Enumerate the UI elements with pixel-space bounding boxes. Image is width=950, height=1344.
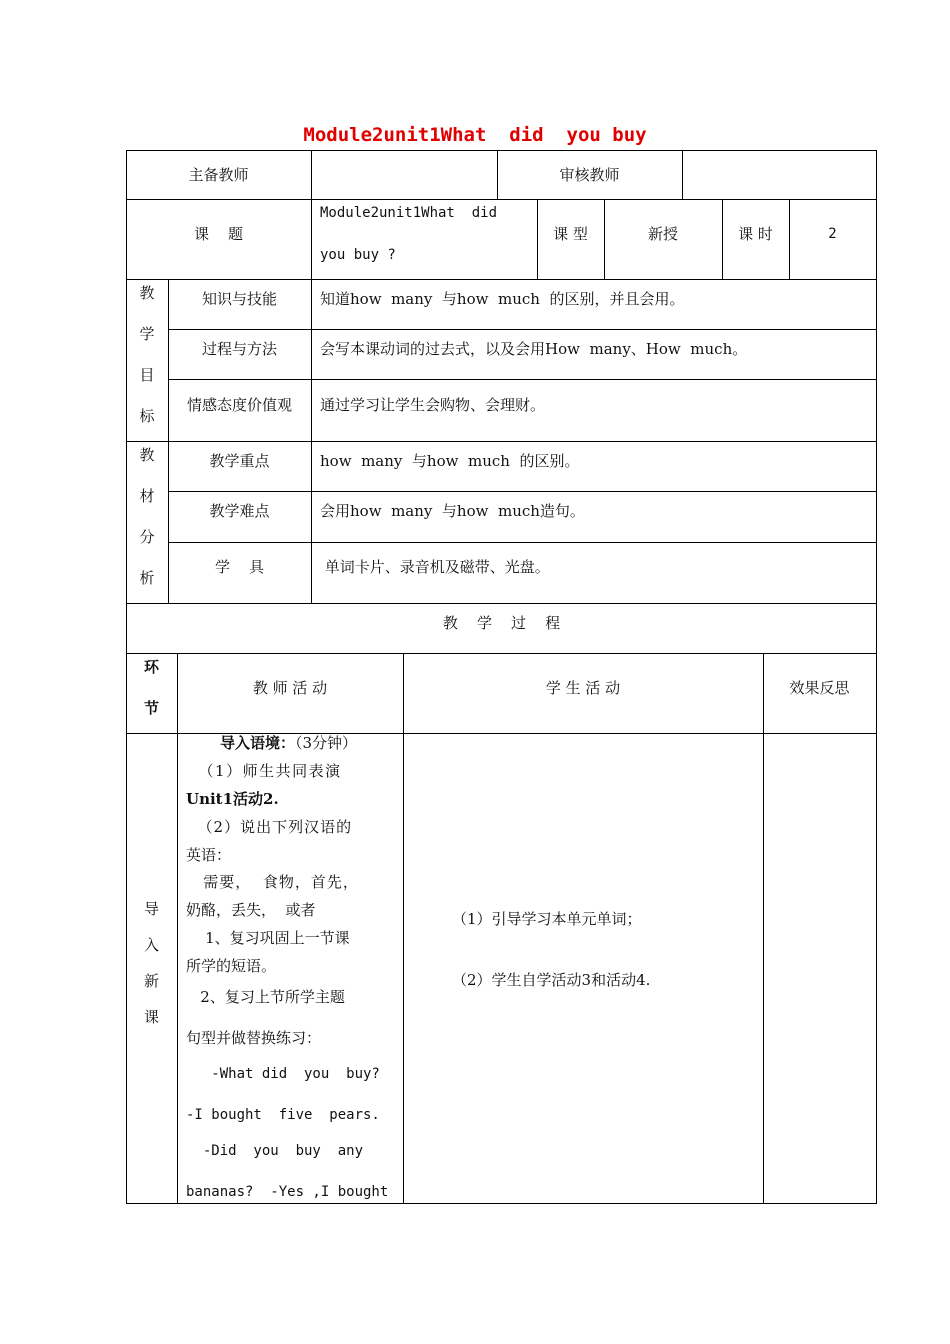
objective-label: 过程与方法 [201,340,277,358]
objectives-group-char: 学 [139,325,155,343]
type-label: 课 型 [553,225,588,243]
type-value: 新授 [647,225,678,243]
analysis-label: 教学难点 [209,502,270,520]
objective-label: 情感态度价值观 [186,396,292,414]
hours-label: 课 时 [738,225,773,243]
hours-value: 2 [828,226,837,242]
stage-char: 入 [143,936,159,954]
stage-char: 课 [143,1008,159,1026]
teacher-line: -What did you buy? [186,1066,380,1082]
stage-char: 导 [143,900,159,918]
student-line: （1）引导学习本单元单词； [452,910,642,928]
teacher-line: 导入语境：（3分钟） [220,734,358,752]
teacher-line: bananas? -Yes ,I bought [186,1184,389,1200]
objectives-group-char: 目 [139,366,155,384]
objective-label: 知识与技能 [201,290,277,308]
teacher-line: 1、复习巩固上一节课 [186,929,350,947]
objective-text: 知道how many 与how much 的区别，并且会用。 [320,290,685,308]
objective-text: 会写本课动词的过去式，以及会用How many、How much。 [320,340,748,358]
objective-text: 通过学习让学生会购物、会理财。 [320,396,546,414]
process-title: 教 学 过 程 [442,614,561,632]
teacher-line: （1）师生共同表演 [186,762,342,780]
teacher-line: 奶酪，丢失， 或者 [186,901,316,919]
stage-header: 环 [143,658,159,676]
stage-char: 新 [143,972,159,990]
teacher-line: 需要， 食物，首先， [186,873,359,891]
teacher-line: 句型并做替换练习： [186,1029,322,1047]
teacher-line: 所学的短语。 [186,957,277,975]
student-line: （2）学生自学活动3和活动4. [452,971,651,989]
teacher-line: 英语： [186,846,232,864]
analysis-label: 学 具 [214,558,265,576]
teacher-line: （2）说出下列汉语的 [186,818,353,836]
topic-line-1: Module2unit1What did [320,205,498,221]
topic-label: 课 题 [193,225,244,243]
analysis-group-char: 材 [139,487,155,505]
student-activity-header: 学 生 活 动 [545,679,621,697]
analysis-group-char: 分 [139,528,155,546]
teacher-line: 2、复习上节所学主题 [186,988,345,1006]
analysis-text: 单词卡片、录音机及磁带、光盘。 [320,558,550,576]
analysis-text: 会用how many 与how much造句。 [320,502,585,520]
lead-teacher-label: 主备教师 [188,166,249,184]
objectives-group-char: 标 [139,407,155,425]
analysis-text: how many 与how much 的区别。 [320,452,580,470]
teacher-line: -Did you buy any [186,1143,364,1159]
teacher-line: -I bought five pears. [186,1107,380,1123]
analysis-label: 教学重点 [209,452,270,470]
reflection-header: 效果反思 [789,679,850,697]
topic-line-2: you buy ? [320,247,396,263]
teacher-line: Unit1活动2. [186,790,279,808]
stage-header: 节 [143,699,159,717]
reviewer-label: 审核教师 [559,166,620,184]
analysis-group-char: 析 [139,569,155,587]
teacher-activity-header: 教 师 活 动 [252,679,328,697]
analysis-group-char: 教 [139,446,155,464]
objectives-group-char: 教 [139,284,155,302]
document-title: Module2unit1What did you buy [303,124,647,146]
